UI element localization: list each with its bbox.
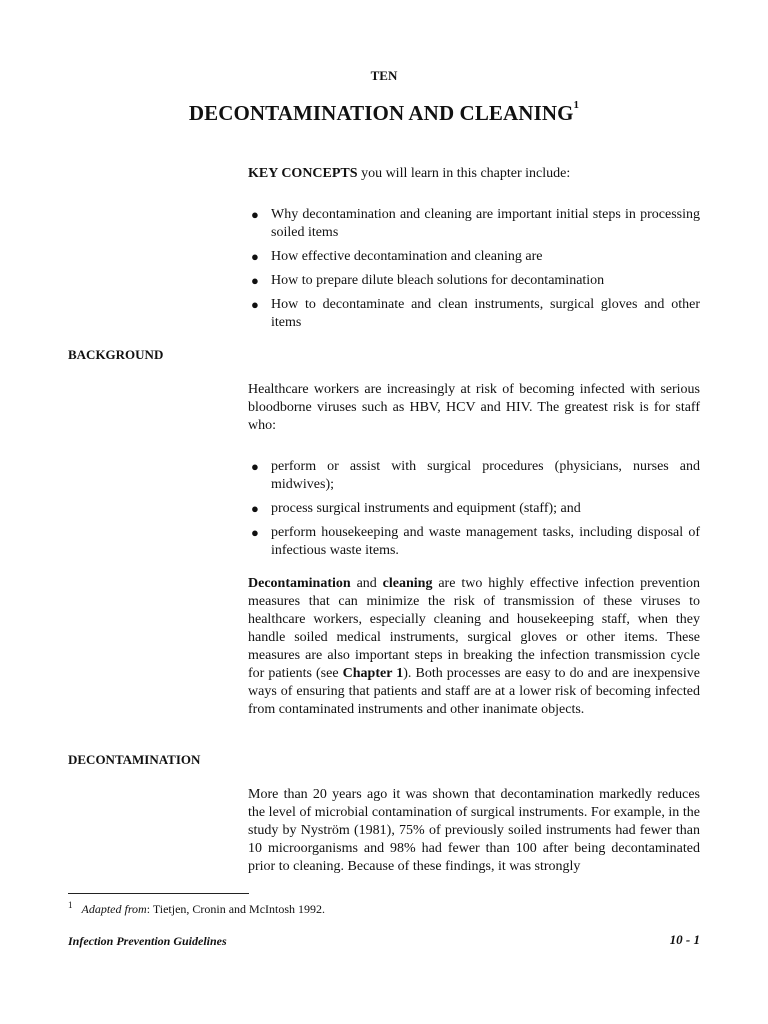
- key-concepts-lead-text: you will learn in this chapter include:: [357, 166, 571, 181]
- chapter-1-reference[interactable]: Chapter 1: [342, 666, 404, 681]
- risk-item-text: perform or assist with surgical procedures (physicians, nurses and midwives);: [271, 459, 700, 492]
- chapter-title: [0, 101, 768, 126]
- background-heading: BACKGROUND: [68, 347, 164, 362]
- key-concept-text: Why decontamination and cleaning are important initial steps in processing soiled items: [271, 207, 700, 240]
- risk-item: [248, 524, 700, 560]
- bullet-icon: ●: [251, 273, 259, 288]
- connector-text: and: [350, 576, 383, 591]
- background-paragraph: [248, 575, 700, 719]
- key-concepts-label: KEY CONCEPTS: [248, 166, 358, 181]
- title-footnote-mark[interactable]: 1: [573, 99, 580, 111]
- bullet-icon: ●: [251, 207, 259, 222]
- chapter-number: TEN: [370, 68, 398, 83]
- bullet-icon: ●: [251, 297, 259, 312]
- bullet-icon: ●: [251, 525, 259, 540]
- risk-item-text: perform housekeeping and waste management tasks, including disposal of infectious waste items.: [271, 525, 700, 558]
- footnote: [68, 902, 325, 917]
- background-intro: Healthcare workers are increasingly at risk of becoming infected with serious bloodborne viruses such as HBV, HCV and HIV. The greatest risk is for staff who:: [248, 382, 700, 433]
- key-concepts-list: [248, 206, 700, 338]
- bullet-icon: ●: [251, 249, 259, 264]
- risk-item-text: process surgical instruments and equipment (staff); and: [271, 501, 581, 516]
- key-concept-text: How effective decontamination and cleaning are: [271, 249, 543, 264]
- footnote-mark: 1: [68, 900, 73, 910]
- risk-item: [248, 500, 700, 518]
- footnote-divider: [68, 893, 249, 894]
- decontamination-paragraph: More than 20 years ago it was shown that decontamination markedly reduces the level of microbial contamination of surgical instruments. For example, in the study by Nyström (1981), 75% of previously soiled instruments had fewer than 10 microorganisms and 98% had fewer than 100 after being decontaminated prior to cleaning. Because of these findings, it was strongly: [248, 787, 700, 874]
- paragraph-text: ). Both processes are easy to do and are inexpensive ways of ensuring that patients and staff are at a lower risk of becoming infected from contaminated instruments and other inanimate objects.: [248, 666, 700, 717]
- footnote-text: : Tietjen, Cronin and McIntosh 1992.: [146, 902, 326, 916]
- footer-page-number: 10 - 1: [669, 932, 700, 947]
- bullet-icon: ●: [251, 501, 259, 516]
- footnote-adapted-label: Adapted from: [81, 902, 147, 916]
- key-concept-item: [248, 296, 700, 332]
- background-risk-list: [248, 458, 700, 566]
- bullet-icon: ●: [251, 459, 259, 474]
- key-concept-item: [248, 272, 700, 290]
- key-concept-text: How to decontaminate and clean instruments, surgical gloves and other items: [271, 297, 700, 330]
- decontamination-heading: DECONTAMINATION: [68, 752, 201, 767]
- chapter-title-text: DECONTAMINATION AND CLEANING: [188, 101, 574, 125]
- paragraph-text: are two highly effective infection prevention measures that can minimize the risk of transmission of these viruses to healthcare workers, especially cleaning and housekeeping staff, when they handle soiled medical instruments, surgical gloves or other items. These measures are also important steps in breaking the infection transmission cycle for patients (see: [248, 576, 700, 681]
- risk-item: [248, 458, 700, 494]
- key-concepts-intro: [248, 165, 700, 183]
- term-decontamination: Decontamination: [248, 576, 351, 591]
- footer-document-title: Infection Prevention Guidelines: [68, 934, 227, 948]
- key-concept-item: [248, 206, 700, 242]
- key-concept-item: [248, 248, 700, 266]
- term-cleaning: cleaning: [382, 576, 433, 591]
- key-concept-text: How to prepare dilute bleach solutions for decontamination: [271, 273, 605, 288]
